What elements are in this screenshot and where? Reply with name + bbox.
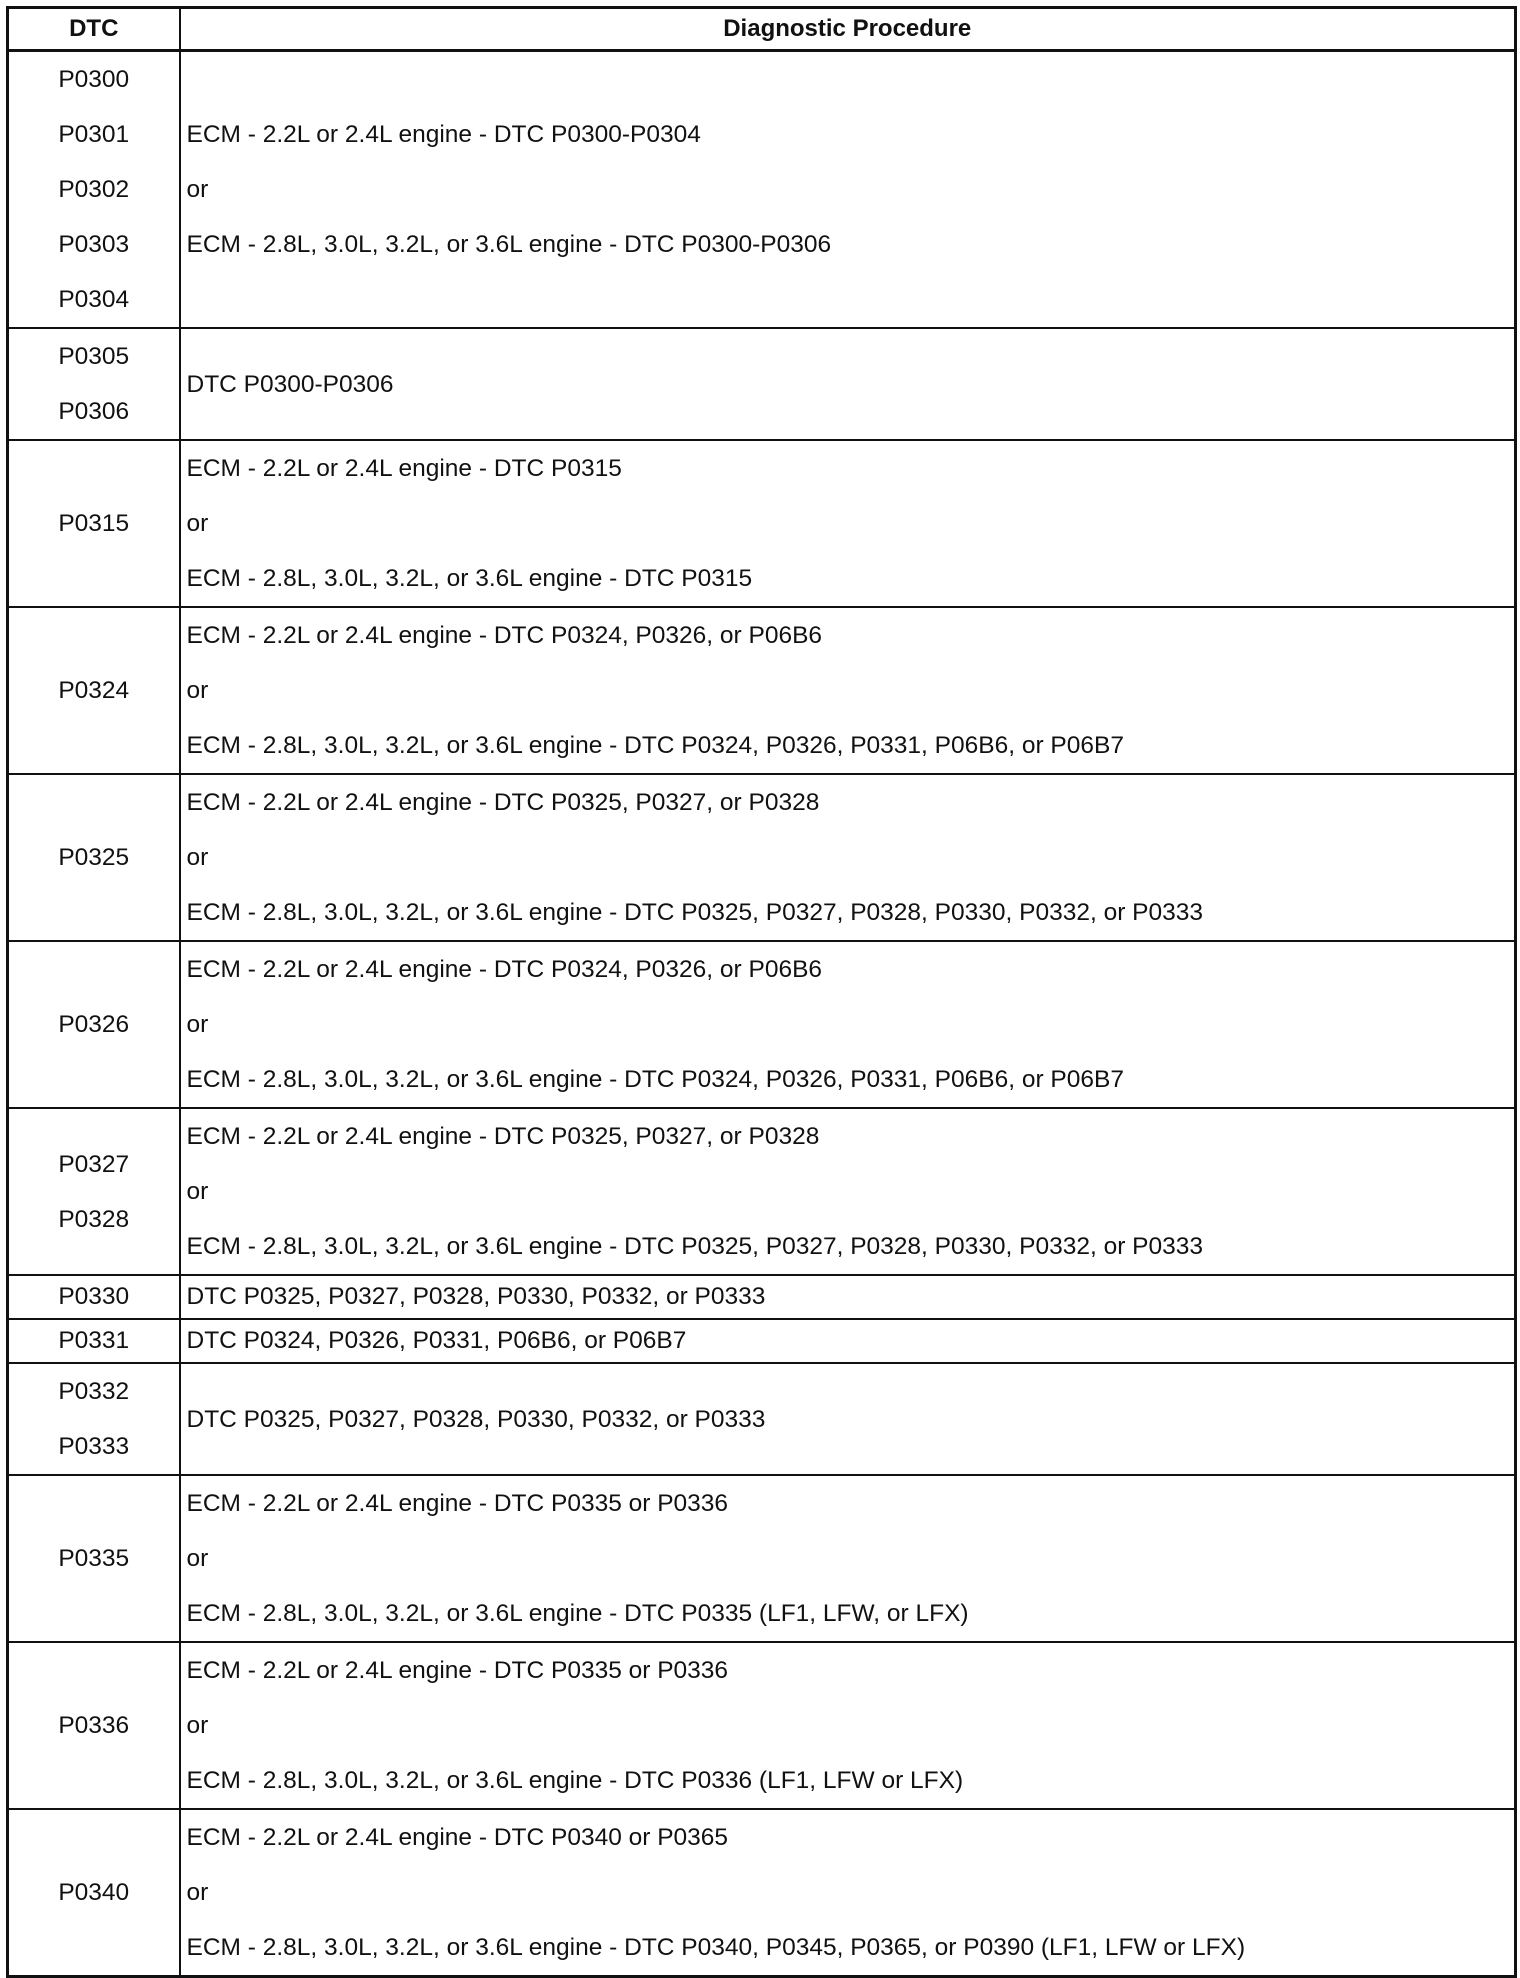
- procedure-cell: [180, 51, 1516, 329]
- dtc-cell: [8, 1475, 180, 1642]
- dtc-code: P0301: [58, 121, 130, 148]
- procedure-cell: [180, 1108, 1516, 1275]
- procedure-line: ECM - 2.8L, 3.0L, 3.2L, or 3.6L engine - DTC P0325, P0327, P0328, P0330, P0332, or P0333: [186, 1233, 1204, 1260]
- procedure-line: ECM - 2.8L, 3.0L, 3.2L, or 3.6L engine - DTC P0315: [186, 565, 753, 592]
- procedure-cell: [180, 774, 1516, 941]
- procedure-line: or: [186, 1178, 209, 1205]
- procedure-line: ECM - 2.8L, 3.0L, 3.2L, or 3.6L engine - DTC P0340, P0345, P0365, or P0390 (LF1, LFW or LFX): [186, 1934, 1246, 1961]
- table-row: [8, 1642, 1516, 1809]
- table-row: [8, 941, 1516, 1108]
- procedure-line: or: [186, 510, 209, 537]
- procedure-line: DTC P0300-P0306: [186, 370, 394, 398]
- dtc-code: P0300: [58, 66, 130, 93]
- header-procedure: Diagnostic Procedure: [180, 8, 1516, 51]
- procedure-line: ECM - 2.8L, 3.0L, 3.2L, or 3.6L engine - DTC P0325, P0327, P0328, P0330, P0332, or P0333: [186, 899, 1204, 926]
- dtc-code: P0325: [58, 844, 130, 871]
- procedure-line: ECM - 2.8L, 3.0L, 3.2L, or 3.6L engine - DTC P0335 (LF1, LFW, or LFX): [186, 1600, 969, 1627]
- dtc-cell: [8, 941, 180, 1108]
- dtc-code: P0315: [58, 510, 130, 537]
- table-row: [8, 1319, 1516, 1363]
- dtc-cell: [8, 1319, 180, 1363]
- table-row: [8, 1108, 1516, 1275]
- procedure-line: ECM - 2.8L, 3.0L, 3.2L, or 3.6L engine - DTC P0300-P0306: [186, 231, 832, 258]
- dtc-cell: [8, 607, 180, 774]
- table-row: [8, 1275, 1516, 1319]
- procedure-line: or: [186, 677, 209, 704]
- procedure-line: ECM - 2.2L or 2.4L engine - DTC P0335 or P0336: [186, 1657, 729, 1684]
- dtc-cell: [8, 1642, 180, 1809]
- dtc-code: P0328: [58, 1205, 130, 1233]
- procedure-line: ECM - 2.8L, 3.0L, 3.2L, or 3.6L engine - DTC P0324, P0326, P0331, P06B6, or P06B7: [186, 732, 1124, 759]
- dtc-cell: [8, 328, 180, 440]
- dtc-code: P0324: [58, 677, 130, 704]
- procedure-cell: [180, 328, 1516, 440]
- table-row: [8, 1809, 1516, 1977]
- dtc-cell: [8, 440, 180, 607]
- dtc-code: P0336: [58, 1712, 130, 1739]
- dtc-code: P0330: [58, 1283, 130, 1310]
- procedure-line: or: [186, 1712, 209, 1739]
- procedure-line: or: [186, 1879, 209, 1906]
- dtc-cell: [8, 1108, 180, 1275]
- procedure-cell: [180, 1363, 1516, 1475]
- procedure-line: or: [186, 176, 209, 203]
- table-row: [8, 1363, 1516, 1475]
- header-dtc: DTC: [8, 8, 180, 51]
- dtc-code: P0305: [58, 343, 130, 370]
- table-row: [8, 607, 1516, 774]
- dtc-procedure-table: [6, 6, 1517, 1978]
- dtc-code: P0335: [58, 1545, 130, 1572]
- procedure-line: ECM - 2.2L or 2.4L engine - DTC P0325, P0327, or P0328: [186, 789, 820, 816]
- procedure-cell: [180, 1275, 1516, 1319]
- procedure-cell: [180, 1809, 1516, 1977]
- procedure-line: or: [186, 1545, 209, 1572]
- procedure-line: or: [186, 844, 209, 871]
- procedure-cell: [180, 1475, 1516, 1642]
- procedure-line: DTC P0324, P0326, P0331, P06B6, or P06B7: [186, 1327, 687, 1354]
- procedure-line: [187, 52, 1515, 107]
- table-row: [8, 774, 1516, 941]
- dtc-code: P0332: [58, 1378, 130, 1405]
- procedure-line: ECM - 2.2L or 2.4L engine - DTC P0335 or P0336: [186, 1490, 729, 1517]
- table-row: [8, 328, 1516, 440]
- table-row: [8, 51, 1516, 329]
- header-row: [8, 8, 1516, 51]
- dtc-cell: [8, 1275, 180, 1319]
- dtc-code: P0304: [58, 286, 130, 313]
- dtc-cell: [8, 774, 180, 941]
- procedure-line: ECM - 2.2L or 2.4L engine - DTC P0324, P0326, or P06B6: [186, 622, 823, 649]
- procedure-cell: [180, 607, 1516, 774]
- dtc-code: P0306: [58, 398, 130, 425]
- procedure-line: ECM - 2.2L or 2.4L engine - DTC P0315: [186, 455, 622, 482]
- procedure-line: DTC P0325, P0327, P0328, P0330, P0332, or P0333: [186, 1405, 766, 1433]
- procedure-line: ECM - 2.2L or 2.4L engine - DTC P0300-P0304: [186, 121, 701, 148]
- procedure-cell: [180, 1642, 1516, 1809]
- dtc-code: P0340: [58, 1879, 130, 1906]
- dtc-code: P0327: [58, 1150, 130, 1178]
- dtc-code: P0303: [58, 231, 130, 258]
- dtc-code: P0333: [58, 1433, 130, 1460]
- dtc-cell: [8, 1809, 180, 1977]
- procedure-line: ECM - 2.2L or 2.4L engine - DTC P0340 or P0365: [186, 1824, 729, 1851]
- procedure-cell: [180, 941, 1516, 1108]
- table-body: [8, 51, 1516, 1977]
- procedure-cell: [180, 440, 1516, 607]
- dtc-code: P0331: [58, 1327, 130, 1354]
- procedure-line: ECM - 2.8L, 3.0L, 3.2L, or 3.6L engine - DTC P0324, P0326, P0331, P06B6, or P06B7: [186, 1066, 1124, 1093]
- procedure-line: ECM - 2.8L, 3.0L, 3.2L, or 3.6L engine - DTC P0336 (LF1, LFW or LFX): [186, 1767, 964, 1794]
- table-row: [8, 440, 1516, 607]
- procedure-line: DTC P0325, P0327, P0328, P0330, P0332, or P0333: [186, 1283, 766, 1310]
- procedure-line: or: [186, 1011, 209, 1038]
- procedure-line: [187, 272, 1515, 327]
- procedure-cell: [180, 1319, 1516, 1363]
- procedure-line: ECM - 2.2L or 2.4L engine - DTC P0325, P0327, or P0328: [186, 1123, 820, 1150]
- dtc-cell: [8, 51, 180, 329]
- table-row: [8, 1475, 1516, 1642]
- dtc-code: P0326: [58, 1011, 130, 1038]
- dtc-code: P0302: [58, 176, 130, 203]
- dtc-cell: [8, 1363, 180, 1475]
- procedure-line: ECM - 2.2L or 2.4L engine - DTC P0324, P0326, or P06B6: [186, 956, 823, 983]
